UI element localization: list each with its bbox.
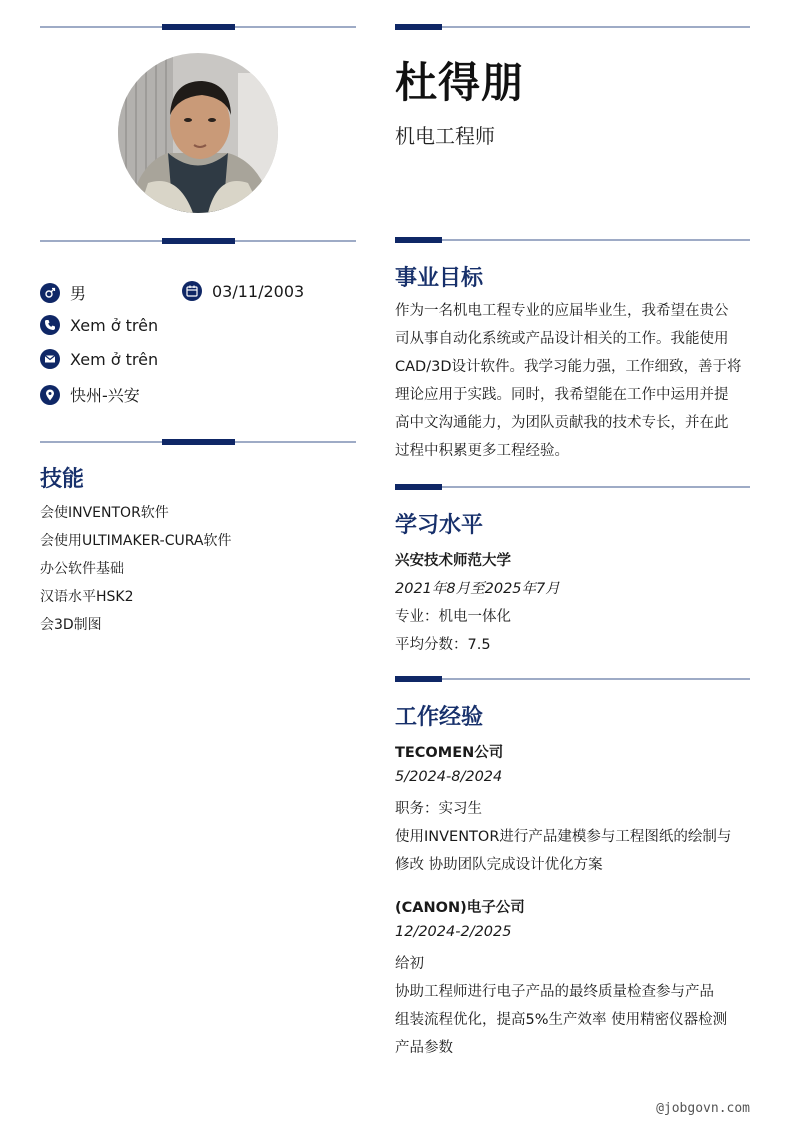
objective-title: 事业目标 bbox=[395, 266, 484, 291]
email-icon bbox=[40, 349, 60, 369]
objective-text bbox=[395, 297, 755, 465]
left-divider-skills bbox=[40, 441, 356, 443]
info-gender bbox=[40, 281, 86, 304]
education-gpa: 平均分数：7.5 bbox=[395, 637, 491, 653]
job-company: TECOMEN公司 bbox=[395, 745, 504, 761]
calendar-icon bbox=[182, 281, 202, 301]
objective-line: 过程中积累更多工程经验。 bbox=[395, 443, 569, 459]
location-icon bbox=[40, 385, 60, 405]
right-divider-education bbox=[395, 486, 750, 488]
education-major: 专业：机电一体化 bbox=[395, 609, 511, 625]
job-title: 机电工程师 bbox=[395, 124, 495, 148]
skills-title: 技能 bbox=[40, 467, 85, 492]
skill-item: 汉语水平HSK2 bbox=[40, 589, 134, 605]
skill-item: 会使用ULTIMAKER-CURA软件 bbox=[40, 533, 232, 549]
job-company: (CANON)电子公司 bbox=[395, 900, 525, 916]
right-divider-experience bbox=[395, 678, 750, 680]
info-address bbox=[40, 383, 140, 406]
gender-icon bbox=[40, 283, 60, 303]
objective-line: 司从事自动化系统或产品设计相关的工作。我能使用 bbox=[395, 331, 729, 347]
education-period: 2021年8月至2025年7月 bbox=[395, 581, 560, 597]
education-title: 学习水平 bbox=[395, 513, 484, 538]
address-value: 快州-兴安 bbox=[70, 386, 140, 405]
job-desc: 修改 协助团队完成设计优化方案 bbox=[395, 857, 603, 873]
right-divider-objective bbox=[395, 239, 750, 241]
left-divider-top bbox=[40, 26, 356, 28]
right-divider-top bbox=[395, 26, 750, 28]
experience-title: 工作经验 bbox=[395, 705, 484, 730]
objective-line: CAD/3D设计软件。我学习能力强，工作细致，善于将 bbox=[395, 359, 742, 375]
birthdate-value: 03/11/2003 bbox=[212, 281, 305, 301]
email-value: Xem ở trên bbox=[70, 349, 159, 369]
info-email bbox=[40, 349, 158, 369]
info-birthdate bbox=[182, 281, 304, 301]
objective-line: 作为一名机电工程专业的应届毕业生，我希望在贵公 bbox=[395, 303, 729, 319]
phone-icon bbox=[40, 315, 60, 335]
job-role: 职务：实习生 bbox=[395, 801, 482, 817]
footer-watermark[interactable]: @jobgovn.com bbox=[656, 1101, 750, 1116]
skill-item: 办公软件基础 bbox=[40, 561, 124, 577]
job-period: 5/2024-8/2024 bbox=[395, 769, 503, 785]
skill-item: 会使INVENTOR软件 bbox=[40, 505, 169, 521]
job-desc: 协助工程师进行电子产品的最终质量检查参与产品 bbox=[395, 984, 714, 1000]
left-divider-info bbox=[40, 240, 356, 242]
phone-value: Xem ở trên bbox=[70, 315, 159, 335]
candidate-name: 杜得朋 bbox=[395, 58, 525, 107]
job-desc: 使用INVENTOR进行产品建模参与工程图纸的绘制与 bbox=[395, 829, 732, 845]
gender-value: 男 bbox=[70, 284, 87, 303]
avatar-photo bbox=[118, 53, 278, 213]
job-period: 12/2024-2/2025 bbox=[395, 924, 512, 940]
objective-line: 理论应用于实践。同时，我希望能在工作中运用并提 bbox=[395, 387, 729, 403]
info-phone bbox=[40, 315, 158, 335]
job-desc: 组装流程优化，提高5%生产效率 使用精密仪器检测 bbox=[395, 1012, 728, 1028]
objective-line: 高中文沟通能力，为团队贡献我的技术专长，并在此 bbox=[395, 415, 729, 431]
school-name: 兴安技术师范大学 bbox=[395, 553, 511, 569]
skill-item: 会3D制图 bbox=[40, 617, 102, 633]
job-role: 给初 bbox=[395, 956, 424, 972]
job-desc: 产品参数 bbox=[395, 1040, 453, 1056]
